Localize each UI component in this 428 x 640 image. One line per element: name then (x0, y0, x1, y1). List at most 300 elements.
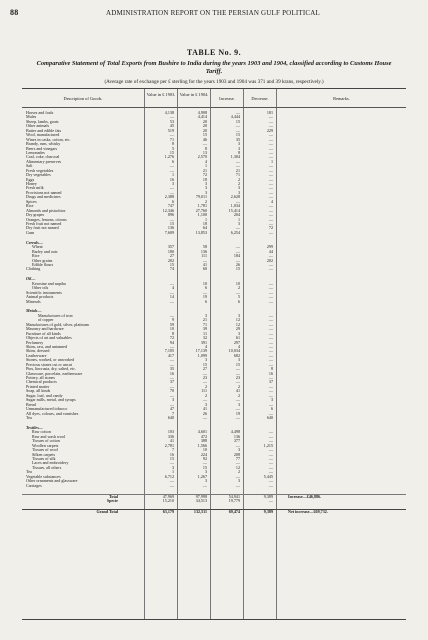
row-value-1904: 72 (202, 172, 207, 178)
row-decrease: 44 (268, 248, 273, 254)
row-description: Raw cotton (32, 430, 51, 435)
row-description: Mules (26, 115, 37, 120)
row-description: Woollen carpets (32, 443, 59, 448)
row-value-1903: 74 (169, 266, 174, 272)
row-value-1903: 45 (169, 123, 174, 129)
row-value-1904: — (202, 414, 207, 420)
row-description: Other ornaments and glassware (26, 479, 78, 484)
row-value-1904: 6 (204, 298, 207, 304)
row-description: Spices (26, 199, 37, 204)
row-value-1904: — (202, 379, 207, 385)
row-description: Barley and oats (32, 249, 58, 254)
row-description: Cereals— (26, 240, 43, 245)
row-decrease: — (268, 388, 273, 394)
row-value-1904: — (202, 460, 207, 466)
row-value-1903: — (169, 357, 174, 363)
row-increase: — (235, 379, 240, 385)
row-increase: 3 (237, 401, 240, 407)
row-increase: 12 (235, 321, 240, 327)
row-decrease: — (268, 429, 273, 435)
row-decrease: — (268, 460, 273, 466)
row-value-1904: 4,908 (197, 110, 207, 115)
row-value-1903: 2,781 (164, 442, 174, 448)
row-description: Scientific instruments (26, 290, 62, 295)
row-decrease: — (268, 321, 273, 327)
row-value-1903: 14 (169, 294, 174, 300)
table-row (22, 509, 406, 514)
row-decrease: — (268, 141, 273, 147)
row-value-1903: 519 (167, 127, 174, 133)
row-value-1904: 41 (202, 261, 207, 267)
row-description: Laces and embroidery (32, 461, 69, 466)
row-decrease: — (268, 189, 273, 195)
row-description: Eggs (26, 177, 35, 182)
row-decrease: — (268, 261, 273, 267)
row-description: Wool, manufactured (26, 133, 60, 138)
row-decrease: — (268, 154, 273, 160)
row-value-1904: 34,513 (195, 497, 207, 503)
row-value-1903: — (169, 312, 174, 318)
row-value-1903: 4 (171, 285, 174, 291)
row-description: Glassware, porcelain, earthenware (26, 371, 83, 376)
row-value-1903: 6 (171, 198, 174, 204)
row-increase: 29 (235, 326, 240, 332)
row-value-1904: 15 (202, 361, 207, 367)
row-value-1903: 7,609 (164, 229, 174, 235)
table-caption: Comparative Statement of Total Exports from Bushire to India during the years 1903 and 1904, classified according to Customs House Tariff. (36, 60, 392, 75)
row-description: Wines in casks, cotton, etc. (26, 137, 71, 142)
row-value-1904: 4,414 (197, 114, 207, 120)
row-description: Fresh vegetables (26, 168, 54, 173)
row-decrease: 9,389 (263, 508, 273, 514)
row-decrease: — (268, 317, 273, 323)
row-value-1904: — (202, 289, 207, 295)
row-value-1904: 388 (200, 438, 207, 444)
row-increase: 19,779 (228, 497, 240, 503)
row-decrease: — (268, 326, 273, 332)
table-number: TABLE No. 9. (186, 48, 242, 57)
row-description: Edible flours (32, 262, 54, 267)
row-description: Salt (26, 164, 33, 169)
row-description: Other animals (26, 124, 50, 129)
row-value-1904: 15 (202, 464, 207, 470)
row-increase: — (235, 163, 240, 169)
row-increase: 3 (237, 189, 240, 195)
row-increase: 12 (235, 464, 240, 470)
row-description: Dry vegetables (26, 173, 51, 178)
row-description: Other oils (32, 286, 49, 291)
row-description: Rice (32, 254, 40, 259)
row-value-1903: — (169, 132, 174, 138)
row-increase: 1,304 (230, 154, 240, 160)
row-description: Pottery, all stones (26, 376, 55, 380)
row-value-1904: 111 (201, 253, 207, 259)
row-description: Textiles— (26, 425, 43, 430)
row-value-1904: 11 (203, 330, 207, 336)
row-value-1904: 15 (202, 132, 207, 138)
row-decrease: — (268, 497, 273, 503)
row-decrease: — (268, 220, 273, 226)
row-increase: 3 (237, 330, 240, 336)
header-value-1903: Value in £ 1903. (146, 92, 176, 97)
row-increase: 54,941 (228, 493, 240, 499)
row-value-1903: 16 (169, 370, 174, 376)
row-value-1903: 3 (171, 397, 174, 403)
row-value-1903: 180 (167, 248, 174, 254)
row-value-1904: 39 (202, 326, 207, 332)
row-increase: 8 (237, 149, 240, 155)
row-value-1903: — (169, 163, 174, 169)
row-decrease: 37 (268, 379, 273, 385)
row-decrease: — (268, 253, 273, 259)
row-value-1904: 472 (200, 433, 207, 439)
row-increase: — (235, 370, 240, 376)
row-decrease: — (268, 339, 273, 345)
row-description: Sugar mills, metal, and syrups (26, 398, 76, 403)
row-value-1903: 41 (169, 438, 174, 444)
row-description: Tissues of cotton (32, 439, 60, 444)
row-increase: 377 (233, 438, 240, 444)
row-value-1904: 3 (204, 469, 207, 475)
row-value-1903: — (169, 482, 174, 488)
row-value-1903: — (169, 383, 174, 389)
header-description: Description of Goods. (63, 96, 103, 101)
row-description: Perfumery (26, 340, 44, 345)
row-increase: 2 (237, 469, 240, 475)
row-value-1903: 5 (171, 145, 174, 151)
row-description: Printed matter (26, 384, 50, 389)
row-increase: 4,498 (230, 429, 240, 435)
row-value-1904: — (202, 397, 207, 403)
header-increase: Increase. (219, 96, 235, 101)
row-description: Chemical products (26, 380, 57, 385)
row-increase: 61 (235, 335, 240, 341)
row-increase: 2 (237, 176, 240, 182)
row-value-1903: 417 (167, 352, 174, 358)
row-increase: 41 (235, 388, 240, 394)
row-decrease: 299 (266, 244, 273, 250)
table-body (22, 111, 406, 514)
row-decrease: — (268, 212, 273, 218)
row-value-1903: — (169, 289, 174, 295)
row-value-1903: 3 (171, 181, 174, 186)
row-value-1903: — (169, 167, 174, 173)
row-value-1904: 18 (202, 220, 207, 226)
row-description: Skins, raw, and untanned (26, 344, 68, 349)
row-value-1903: 63,179 (162, 508, 174, 514)
row-description: Pins, lincrusta, dry, salted, etc. (26, 367, 76, 372)
row-decrease: — (268, 357, 273, 363)
row-value-1904: 17,139 (195, 348, 207, 354)
row-description: Soap, all kinds (26, 389, 51, 394)
row-description: Tea (26, 415, 32, 420)
row-value-1904: — (202, 370, 207, 376)
header-decrease: Decrease. (251, 96, 269, 101)
row-description: Metals— (26, 309, 42, 314)
row-value-1904: 136 (200, 248, 207, 254)
row-value-1903: 3 (171, 464, 174, 470)
row-value-1904: 3 (204, 185, 207, 191)
row-decrease: — (268, 478, 273, 484)
row-value-1903: 747 (167, 203, 174, 209)
row-description: of copper (38, 318, 54, 323)
row-increase: 2 (237, 181, 240, 186)
row-value-1903: — (169, 343, 174, 349)
row-value-1904: 60 (202, 266, 207, 272)
row-value-1904: 2 (204, 198, 207, 204)
row-increase: 3 (237, 145, 240, 151)
row-decrease: 6 (270, 406, 273, 412)
row-value-1903: 8 (171, 330, 174, 336)
row-value-1903: 35 (169, 366, 174, 372)
row-value-1904: 64 (202, 225, 207, 231)
row-description: Almonds and pistachios (26, 208, 66, 213)
row-increase: — (235, 442, 240, 448)
row-decrease: 8 (270, 366, 273, 372)
row-increase: — (235, 248, 240, 254)
row-description: Animal products (26, 295, 54, 300)
row-value-1904: 3 (204, 357, 207, 363)
row-value-1904: 3 (204, 181, 207, 186)
row-value-1904: 18 (202, 176, 207, 182)
row-decrease: — (268, 216, 273, 222)
row-value-1904: 20 (202, 127, 207, 133)
row-value-1904: 2 (204, 383, 207, 389)
row-increase: 15,414 (228, 207, 240, 213)
row-increase: 2 (237, 383, 240, 389)
row-increase: 682 (233, 352, 240, 358)
row-value-1903: 640 (167, 414, 174, 420)
row-increase: — (235, 225, 240, 231)
row-value-1904: 23 (202, 375, 207, 380)
row-increase: — (235, 397, 240, 403)
row-value-1903: 7 (171, 447, 174, 453)
row-decrease: — (268, 207, 273, 213)
row-value-1903: 7,105 (164, 348, 174, 354)
row-increase: 15 (235, 361, 240, 367)
row-value-1904: 71 (202, 321, 207, 327)
row-increase: 2 (237, 392, 240, 398)
row-value-1904: 92 (202, 455, 207, 461)
row-increase: 4 (237, 343, 240, 349)
row-description: Vegetable substances (26, 474, 61, 479)
row-description: Beers and vinegars (26, 146, 58, 151)
row-increase: 3 (237, 185, 240, 191)
row-description: Raw and wash wool (32, 434, 66, 439)
row-value-1903: 71 (169, 136, 174, 142)
row-description: Drugs and medicines (26, 195, 61, 200)
row-value-1903: 7 (171, 410, 174, 416)
row-value-1903: — (169, 478, 174, 484)
row-increase: 3 (237, 357, 240, 363)
row-value-1903: 47 (169, 406, 174, 412)
row-increase: 184 (233, 253, 240, 259)
row-increase: 15 (235, 266, 240, 272)
row-description: Dry fruit not named (26, 226, 59, 231)
row-description: Masonry and hardware (26, 327, 64, 332)
row-value-1903: 1 (171, 172, 174, 178)
row-decrease: — (268, 383, 273, 389)
row-description: Tissues, all others (32, 465, 62, 470)
header-value-1904: Value in £ 1904. (179, 92, 209, 97)
row-value-1903: 4,138 (164, 110, 174, 115)
row-increase: — (235, 123, 240, 129)
row-decrease: — (268, 361, 273, 367)
row-value-1904: 8 (204, 145, 207, 151)
row-value-1904: 4 (204, 343, 207, 349)
row-description: Manufactures of gold, silver, platinum (26, 322, 89, 327)
row-value-1903: 8 (171, 141, 174, 147)
row-description: Manufactures of iron (38, 313, 73, 318)
row-increase: 297 (233, 339, 240, 345)
row-value-1903: 12,346 (162, 207, 174, 213)
row-value-1903: 72 (169, 335, 174, 341)
row-value-1904: 6 (204, 285, 207, 291)
row-decrease: 5,445 (263, 473, 273, 479)
row-decrease: — (268, 123, 273, 129)
row-increase: — (235, 289, 240, 295)
row-value-1903: — (169, 401, 174, 407)
row-description: Grand Total (96, 509, 118, 514)
row-value-1903: 357 (167, 244, 174, 250)
row-value-1903: — (169, 361, 174, 367)
row-description: Sheep, lambs, goats (26, 119, 59, 124)
row-increase: 19 (235, 410, 240, 416)
row-value-1904: 21 (202, 317, 207, 323)
row-increase: — (235, 473, 240, 479)
row-description: Leatherware (26, 353, 47, 358)
row-description: Kerosine and naptha (32, 281, 66, 286)
row-decrease: — (268, 410, 273, 416)
row-increase: 77 (235, 455, 240, 461)
row-increase: 2,628 (230, 194, 240, 200)
row-decrease: — (268, 343, 273, 349)
row-decrease: — (268, 330, 273, 336)
row-value-1904: 3 (204, 401, 207, 407)
row-decrease: — (268, 132, 273, 138)
row-description: Gum (26, 230, 35, 235)
row-value-1903: 16 (169, 451, 174, 457)
row-value-1903: — (169, 460, 174, 466)
row-increase: 3 (237, 447, 240, 453)
row-value-1904: 3 (204, 312, 207, 318)
row-value-1903: 1 (171, 469, 174, 475)
row-increase: 3 (237, 312, 240, 318)
row-value-1904: 13 (202, 149, 207, 155)
row-increase: — (235, 406, 240, 412)
row-description: All dyes, colours, and varnishes (26, 411, 79, 416)
row-increase: 208 (233, 451, 240, 457)
row-decrease: — (268, 352, 273, 358)
row-value-1903: — (169, 375, 174, 380)
row-value-1904: 13,853 (195, 229, 207, 235)
row-value-1904: 1,781 (197, 203, 207, 209)
row-value-1903: 47,969 (162, 493, 174, 499)
row-value-1904: 224 (200, 451, 207, 457)
row-decrease: 640 (266, 414, 273, 420)
row-decrease: — (268, 312, 273, 318)
row-increase: 4,444 (230, 114, 240, 120)
row-decrease: — (268, 401, 273, 407)
row-increase: 204 (233, 212, 240, 218)
row-decrease: — (268, 447, 273, 453)
row-decrease: — (268, 433, 273, 439)
row-description: Dry grapes (26, 213, 45, 218)
row-value-1903: 15 (169, 220, 174, 226)
row-description: Total (109, 494, 118, 499)
row-value-1903: 336 (167, 433, 174, 439)
page-number: 88 (10, 8, 19, 17)
row-decrease: 229 (266, 127, 273, 133)
row-value-1903: 6 (171, 158, 174, 164)
row-value-1903: 53 (169, 118, 174, 124)
row-decrease: — (268, 163, 273, 169)
row-decrease: — (268, 136, 273, 142)
row-description: Skins, dressed (26, 349, 50, 354)
row-value-1903: 202 (167, 257, 174, 263)
row-decrease: 1 (270, 158, 273, 164)
row-description: Brandy, rum, whisky (26, 142, 61, 147)
row-value-1903: 15 (169, 261, 174, 267)
row-increase: 15 (235, 132, 240, 138)
row-decrease: — (268, 185, 273, 191)
row-description: Fresh milk (26, 186, 44, 191)
row-decrease: — (268, 335, 273, 341)
row-description: Horses and foals (26, 111, 54, 115)
row-increase: 2 (237, 285, 240, 291)
row-decrease: — (268, 172, 273, 178)
row-decrease: — (268, 181, 273, 186)
row-value-1903: 15 (169, 149, 174, 155)
row-value-1904: 19 (202, 294, 207, 300)
row-increase: — (235, 158, 240, 164)
row-value-1904: 1,099 (197, 352, 207, 358)
row-decrease: — (268, 298, 273, 304)
row-value-1904: — (202, 257, 207, 263)
header-remarks: Remarks. (333, 96, 350, 101)
row-increase: 69,474 (228, 508, 240, 514)
row-value-1904: 20 (202, 123, 207, 129)
row-value-1903: 2,388 (164, 194, 174, 200)
row-description: Sugar, loaf, and candy (26, 393, 63, 398)
row-value-1904: 1,566 (197, 442, 207, 448)
row-value-1903: 136 (167, 225, 174, 231)
row-increase: — (235, 127, 240, 133)
row-decrease: — (268, 285, 273, 291)
row-decrease: — (268, 266, 273, 272)
row-value-1904: 1,267 (197, 473, 207, 479)
row-value-1903: 896 (167, 212, 174, 218)
row-increase: 5 (237, 294, 240, 300)
row-value-1903: 9 (171, 317, 174, 323)
row-value-1904: 46 (202, 136, 207, 142)
row-decrease: — (268, 348, 273, 354)
row-value-1904: — (202, 482, 207, 488)
row-remark: Increase—£46,886. (288, 493, 322, 499)
row-value-1903: 10 (169, 326, 174, 332)
row-value-1904: 3 (204, 189, 207, 195)
row-description: Wheat (32, 245, 43, 250)
row-description: Honey (26, 182, 37, 186)
row-decrease: — (268, 194, 273, 200)
row-increase: 35 (235, 136, 240, 142)
row-description: Tea (26, 470, 32, 475)
row-decrease: — (268, 482, 273, 488)
row-value-1903: 27 (169, 253, 174, 259)
row-value-1903: 103 (167, 429, 174, 435)
row-value-1904: 27 (202, 366, 207, 372)
row-description: Clothing (26, 267, 41, 272)
